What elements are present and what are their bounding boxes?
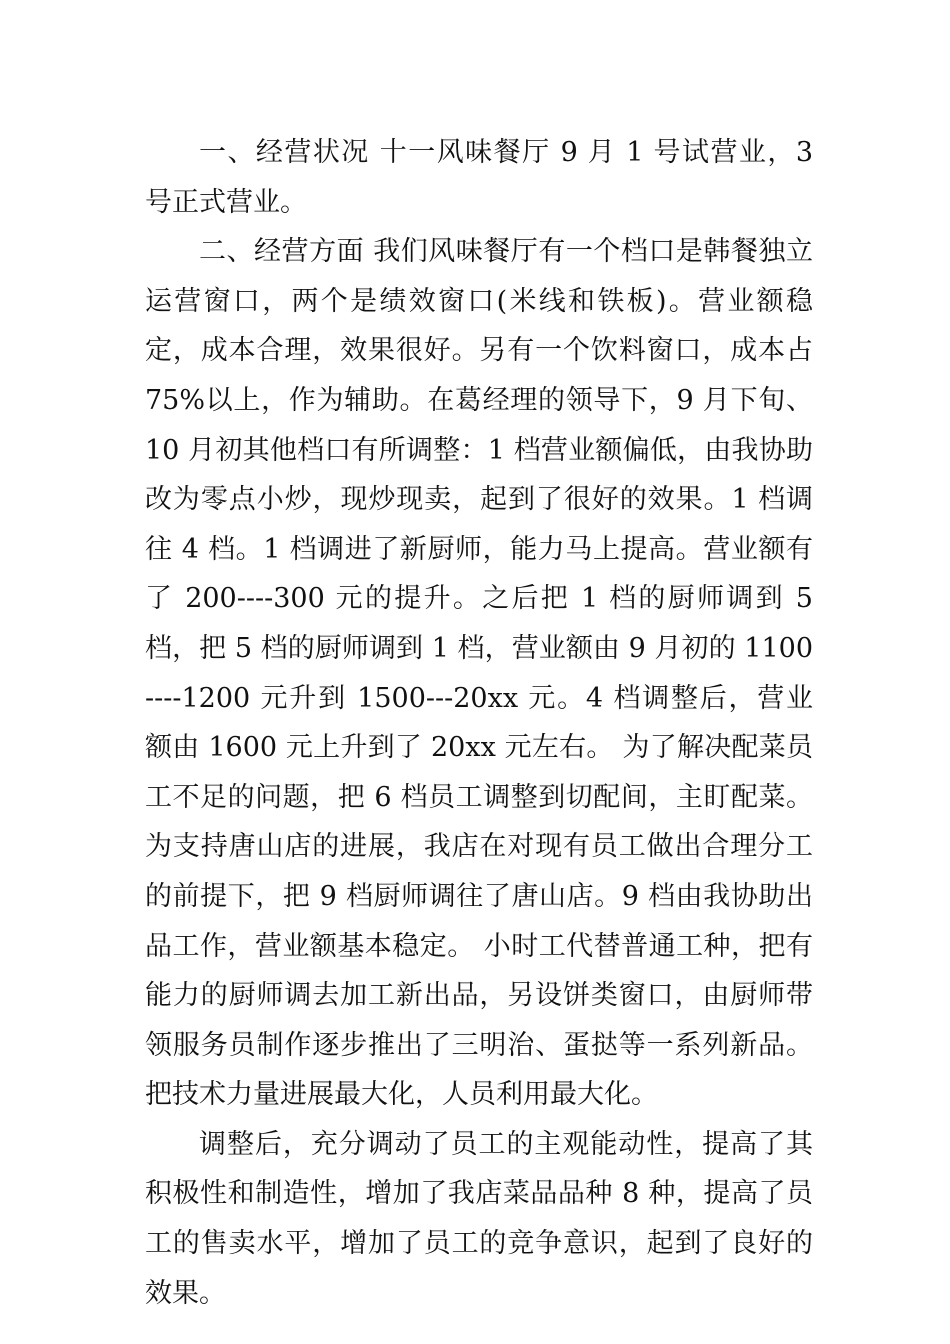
paragraph-business-operations: 二、经营方面 我们风味餐厅有一个档口是韩餐独立运营窗口，两个是绩效窗口(米线和铁板)。营业额稳定，成本合理，效果很好。另有一个饮料窗口，成本占 75%以上，作为辅助。在葛经理的领导下，9 月下旬、10 月初其他档口有所调整：1 档营业额偏低，由我协助改为零点小炒，现炒现卖，起到了很好的效果。1 档调往 4 档。1 档调进了新厨师，能力马上提高。营业额有了 200----300 元的提升。之后把 1 档的厨师调到 5 档，把 5 档的厨师调到 1 档，营业额由 9 月初的 1100----1200 元升到 1500---20xx 元。4 档调整后，营业额由 1600 元上升到了 20xx 元左右。 为了解决配菜员工不足的问题，把 6 档员工调整到切配间，主盯配菜。为支持唐山店的进展，我店在对现有员工做出合理分工的前提下，把 9 档厨师调往了唐山店。9 档由我协助出品工作，营业额基本稳定。 小时工代替普通工种，把有能力的厨师调去加工新出品，另设饼类窗口，由厨师带领服务员制作逐步推出了三明治、蛋挞等一系列新品。把技术力量进展最大化，人员利用最大化。: [145, 236, 813, 1111]
paragraph-adjustment-results: 调整后，充分调动了员工的主观能动性，提高了其积极性和制造性，增加了我店菜品品种 8 种，提高了员工的售卖水平，增加了员工的竞争意识，起到了良好的效果。: [145, 1128, 813, 1309]
paragraph-business-status: 一、经营状况 十一风味餐厅 9 月 1 号试营业，3 号正式营业。: [145, 137, 813, 218]
document-page: [145, 128, 813, 1318]
